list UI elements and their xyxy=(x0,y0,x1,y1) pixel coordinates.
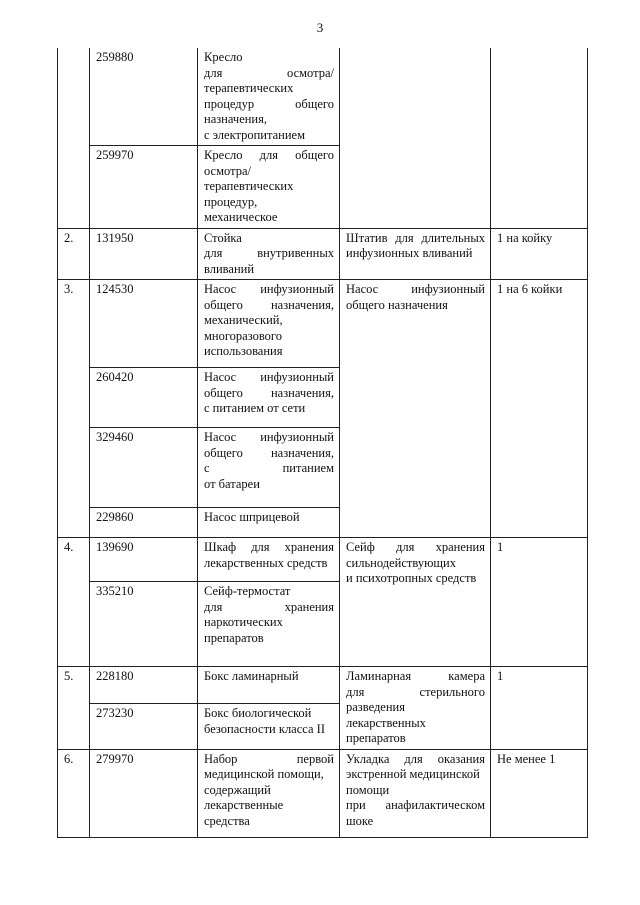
functional-purpose-line: Сейф для хранения xyxy=(346,540,485,554)
functional-purpose-line: при анафилактическом xyxy=(346,798,485,812)
row-number: 5. xyxy=(58,667,90,750)
device-code: 139690 xyxy=(90,538,198,582)
row-number: 2. xyxy=(58,228,90,280)
functional-purpose-line: сильнодействующих xyxy=(346,555,456,570)
device-name-line: процедур, xyxy=(204,194,258,209)
functional-purpose xyxy=(340,280,491,538)
functional-purpose-line: Насос инфузионный xyxy=(346,282,485,296)
functional-purpose-line: экстренной медицинской xyxy=(346,767,480,781)
device-name xyxy=(198,749,340,837)
device-name-line: препаратов xyxy=(204,630,264,645)
device-code: 329460 xyxy=(90,428,198,508)
device-name-line: Сейф-термостат xyxy=(204,584,291,598)
device-name-line: процедур общего xyxy=(204,96,334,111)
device-name-line: Бокс биологической xyxy=(204,706,312,721)
functional-purpose-line: препаратов xyxy=(346,731,406,745)
device-name xyxy=(198,368,340,428)
device-code: 279970 xyxy=(90,749,198,837)
device-name-line: с электропитанием xyxy=(204,127,306,142)
row-number xyxy=(58,48,90,228)
device-name xyxy=(198,428,340,508)
device-code: 273230 xyxy=(90,704,198,749)
device-name-line: с питанием от сети xyxy=(204,401,306,415)
device-name-line: лекарственных средств xyxy=(204,555,328,570)
device-name-line: назначения, xyxy=(204,112,268,126)
device-name-line: терапевтических xyxy=(204,179,294,193)
quantity: Не менее 1 xyxy=(491,749,588,837)
table-row xyxy=(58,749,588,837)
device-name-line: Стойка xyxy=(204,230,242,245)
device-code: 259880 xyxy=(90,48,198,146)
functional-purpose xyxy=(340,538,491,667)
functional-purpose-line: Ламинарная камера xyxy=(346,669,485,683)
functional-purpose-line: шоке xyxy=(346,813,374,828)
device-name-line: механическое xyxy=(204,210,278,224)
device-name-line: Бокс ламинарный xyxy=(204,669,299,683)
functional-purpose xyxy=(340,749,491,837)
device-name xyxy=(198,667,340,704)
device-name-line: Шкаф для хранения xyxy=(204,540,334,554)
device-name-line: Кресло для общего xyxy=(204,148,334,162)
functional-purpose-line: помощи xyxy=(346,782,390,797)
device-name-line: для внутривенных xyxy=(204,246,334,260)
device-name xyxy=(198,228,340,280)
table-row xyxy=(58,280,588,368)
functional-purpose xyxy=(340,48,491,228)
table-row xyxy=(58,538,588,582)
functional-purpose-line: разведения xyxy=(346,700,405,714)
device-name-line: Кресло xyxy=(204,50,243,64)
device-name-line: с питанием xyxy=(204,461,334,475)
device-name-line: Набор первой xyxy=(204,751,334,766)
device-name-line: средства xyxy=(204,813,250,828)
device-name-line: Насос шприцевой xyxy=(204,510,300,524)
quantity: 1 xyxy=(491,538,588,667)
functional-purpose-line: Штатив для длительных xyxy=(346,230,485,245)
device-name-line: безопасности класса II xyxy=(204,721,325,736)
device-name-line: для осмотра/ xyxy=(204,65,334,80)
quantity: 1 на койку xyxy=(491,228,588,280)
table-row xyxy=(58,228,588,280)
functional-purpose-line: и психотропных средств xyxy=(346,571,477,585)
device-name-line: Насос инфузионный xyxy=(204,370,334,384)
device-name xyxy=(198,538,340,582)
device-name xyxy=(198,704,340,749)
device-name xyxy=(198,508,340,538)
row-number: 3. xyxy=(58,280,90,538)
quantity: 1 на 6 койки xyxy=(491,280,588,538)
functional-purpose-line: для стерильного xyxy=(346,684,485,699)
functional-purpose-line: общего назначения xyxy=(346,297,448,312)
quantity xyxy=(491,48,588,228)
device-name xyxy=(198,48,340,146)
device-code: 260420 xyxy=(90,368,198,428)
functional-purpose xyxy=(340,667,491,750)
device-name-line: для хранения xyxy=(204,599,334,614)
functional-purpose xyxy=(340,228,491,280)
page-number: 3 xyxy=(316,20,324,35)
device-name-line: медицинской помощи, xyxy=(204,767,324,781)
device-code: 124530 xyxy=(90,280,198,368)
row-number: 6. xyxy=(58,749,90,837)
device-name-line: осмотра/ xyxy=(204,163,251,178)
device-name-line: общего назначения, xyxy=(204,445,334,460)
device-name-line: Насос инфузионный xyxy=(204,282,334,296)
quantity: 1 xyxy=(491,667,588,750)
device-name xyxy=(198,280,340,368)
device-name-line: лекарственные xyxy=(204,798,284,812)
device-code: 335210 xyxy=(90,582,198,667)
device-code: 228180 xyxy=(90,667,198,704)
device-name-line: общего назначения, xyxy=(204,297,334,312)
device-name-line: общего назначения, xyxy=(204,385,334,400)
device-name-line: наркотических xyxy=(204,615,283,629)
device-code: 229860 xyxy=(90,508,198,538)
device-name-line: вливаний xyxy=(204,261,255,276)
table-row xyxy=(58,48,588,146)
functional-purpose-line: Укладка для оказания xyxy=(346,751,485,766)
device-name-line: терапевтических xyxy=(204,81,294,95)
device-name-line: многоразового xyxy=(204,328,282,343)
equipment-table xyxy=(57,48,588,838)
device-code: 131950 xyxy=(90,228,198,280)
device-name xyxy=(198,146,340,229)
device-name-line: механический, xyxy=(204,313,283,327)
table-row xyxy=(58,667,588,704)
row-number: 4. xyxy=(58,538,90,667)
device-name-line: Насос инфузионный xyxy=(204,430,334,444)
device-name-line: содержащий xyxy=(204,782,271,797)
device-name-line: от батареи xyxy=(204,476,260,491)
functional-purpose-line: лекарственных xyxy=(346,715,426,730)
functional-purpose-line: инфузионных вливаний xyxy=(346,246,473,260)
device-name xyxy=(198,582,340,667)
device-code: 259970 xyxy=(90,146,198,229)
device-name-line: использования xyxy=(204,344,283,358)
